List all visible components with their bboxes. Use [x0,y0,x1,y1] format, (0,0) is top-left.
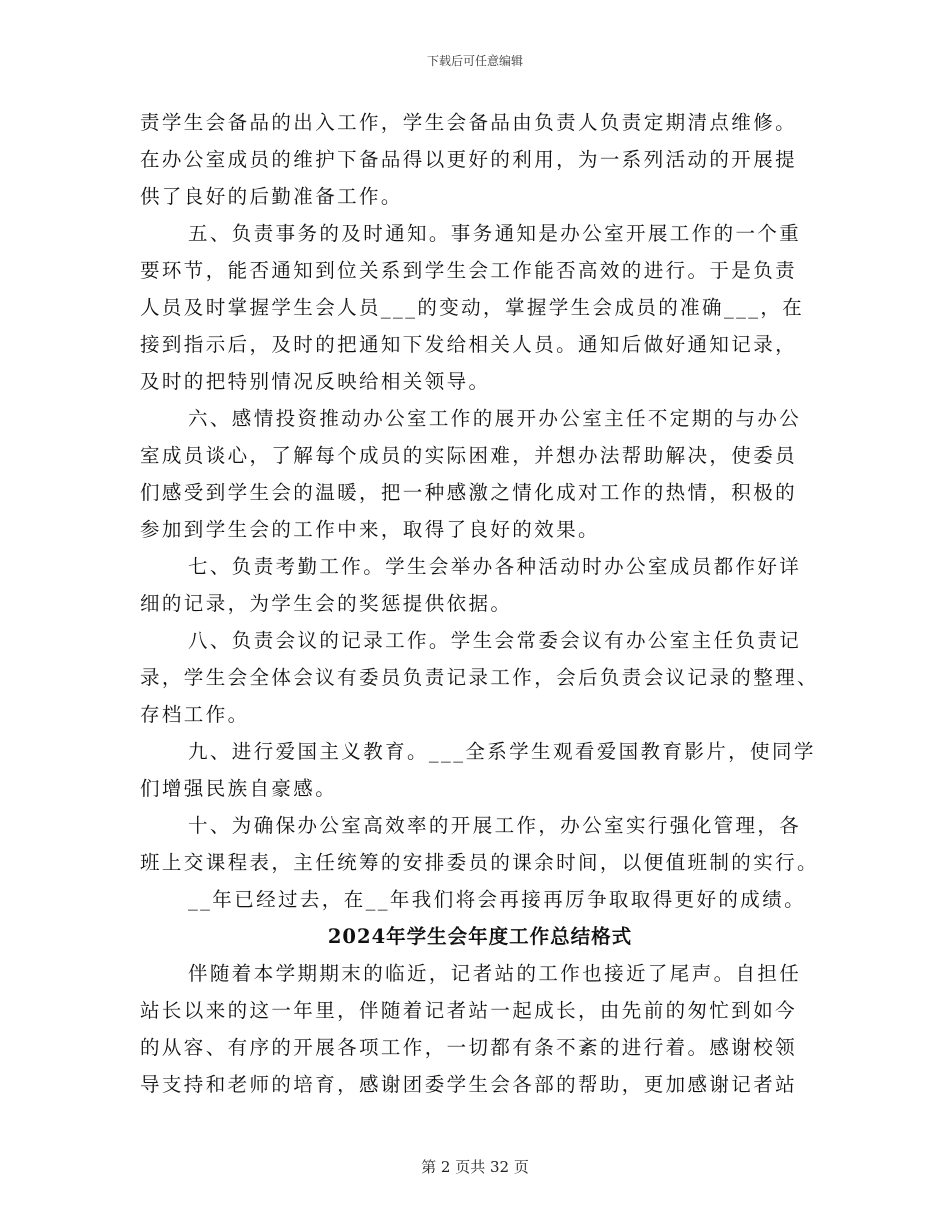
paragraph-line: 存档工作。 [140,703,250,726]
paragraph-first-line: 九、进行爱国主义教育。___全系学生观看爱国教育影片，使同学 [188,740,816,763]
paragraph-line: 录，学生会全体会议有委员负责记录工作，会后负责会议记录的整理、 [140,666,819,689]
paragraph-first-line: 八、负责会议的记录工作。学生会常委会议有办公室主任负责记 [188,629,802,652]
paragraph-line: 接到指示后，及时的把通知下发给相关人员。通知后做好通知记录， [140,333,798,356]
paragraph-line: 在办公室成员的维护下备品得以更好的利用，为一系列活动的开展提 [140,148,798,171]
paragraph-line: 供了良好的后勤准备工作。 [140,185,403,208]
paragraph-line: 室成员谈心，了解每个成员的实际困难，并想办法帮助解决，使委员 [140,444,798,467]
paragraph-line: 人员及时掌握学生会人员___的变动，掌握学生会成员的准确___，在 [140,296,805,319]
paragraph-first-line: 十、为确保办公室高效率的开展工作，办公室实行强化管理，各 [188,814,802,837]
document-body [140,104,820,1103]
paragraph-line: 们感受到学生会的温暖，把一种感激之情化成对工作的热情，积极的 [140,481,798,504]
paragraph-line: 站长以来的这一年里，伴随着记者站一起成长，由先前的匆忙到如今 [140,999,798,1022]
paragraph-first-line: 七、负责考勤工作。学生会举办各种活动时办公室成员都作好详 [188,555,802,578]
paragraph-line: 责学生会备品的出入工作，学生会备品由负责人负责定期清点维修。 [140,111,798,134]
section-title: 2024年学生会年度工作总结格式 [327,925,633,948]
paragraph-first-line: 伴随着本学期期末的临近，记者站的工作也接近了尾声。自担任 [188,962,802,985]
paragraph-first-line: 五、负责事务的及时通知。事务通知是办公室开展工作的一个重 [188,222,802,245]
paragraph-line: 及时的把特别情况反映给相关领导。 [140,370,491,393]
paragraph-line: 细的记录，为学生会的奖惩提供依据。 [140,592,513,615]
paragraph-line: 参加到学生会的工作中来，取得了良好的效果。 [140,518,600,541]
paragraph-line: 的从容、有序的开展各项工作，一切都有条不紊的进行着。感谢校领 [140,1036,798,1059]
page-footer: 第 2 页共 32 页 [421,1158,529,1176]
paragraph-first-line: 六、感情投资推动办公室工作的展开办公室主任不定期的与办公 [188,407,802,430]
page-header: 下载后可任意编辑 [426,54,523,68]
paragraph-line: 们增强民族自豪感。 [140,777,338,800]
paragraph-first-line: __年已经过去，在__年我们将会再接再厉争取取得更好的成绩。 [188,888,807,911]
paragraph-line: 导支持和老师的培育，感谢团委学生会各部的帮助，更加感谢记者站 [140,1073,798,1096]
paragraph-line: 要环节，能否通知到位关系到学生会工作能否高效的进行。于是负责 [140,259,798,282]
paragraph-line: 班上交课程表，主任统筹的安排委员的课余时间，以便值班制的实行。 [140,851,819,874]
